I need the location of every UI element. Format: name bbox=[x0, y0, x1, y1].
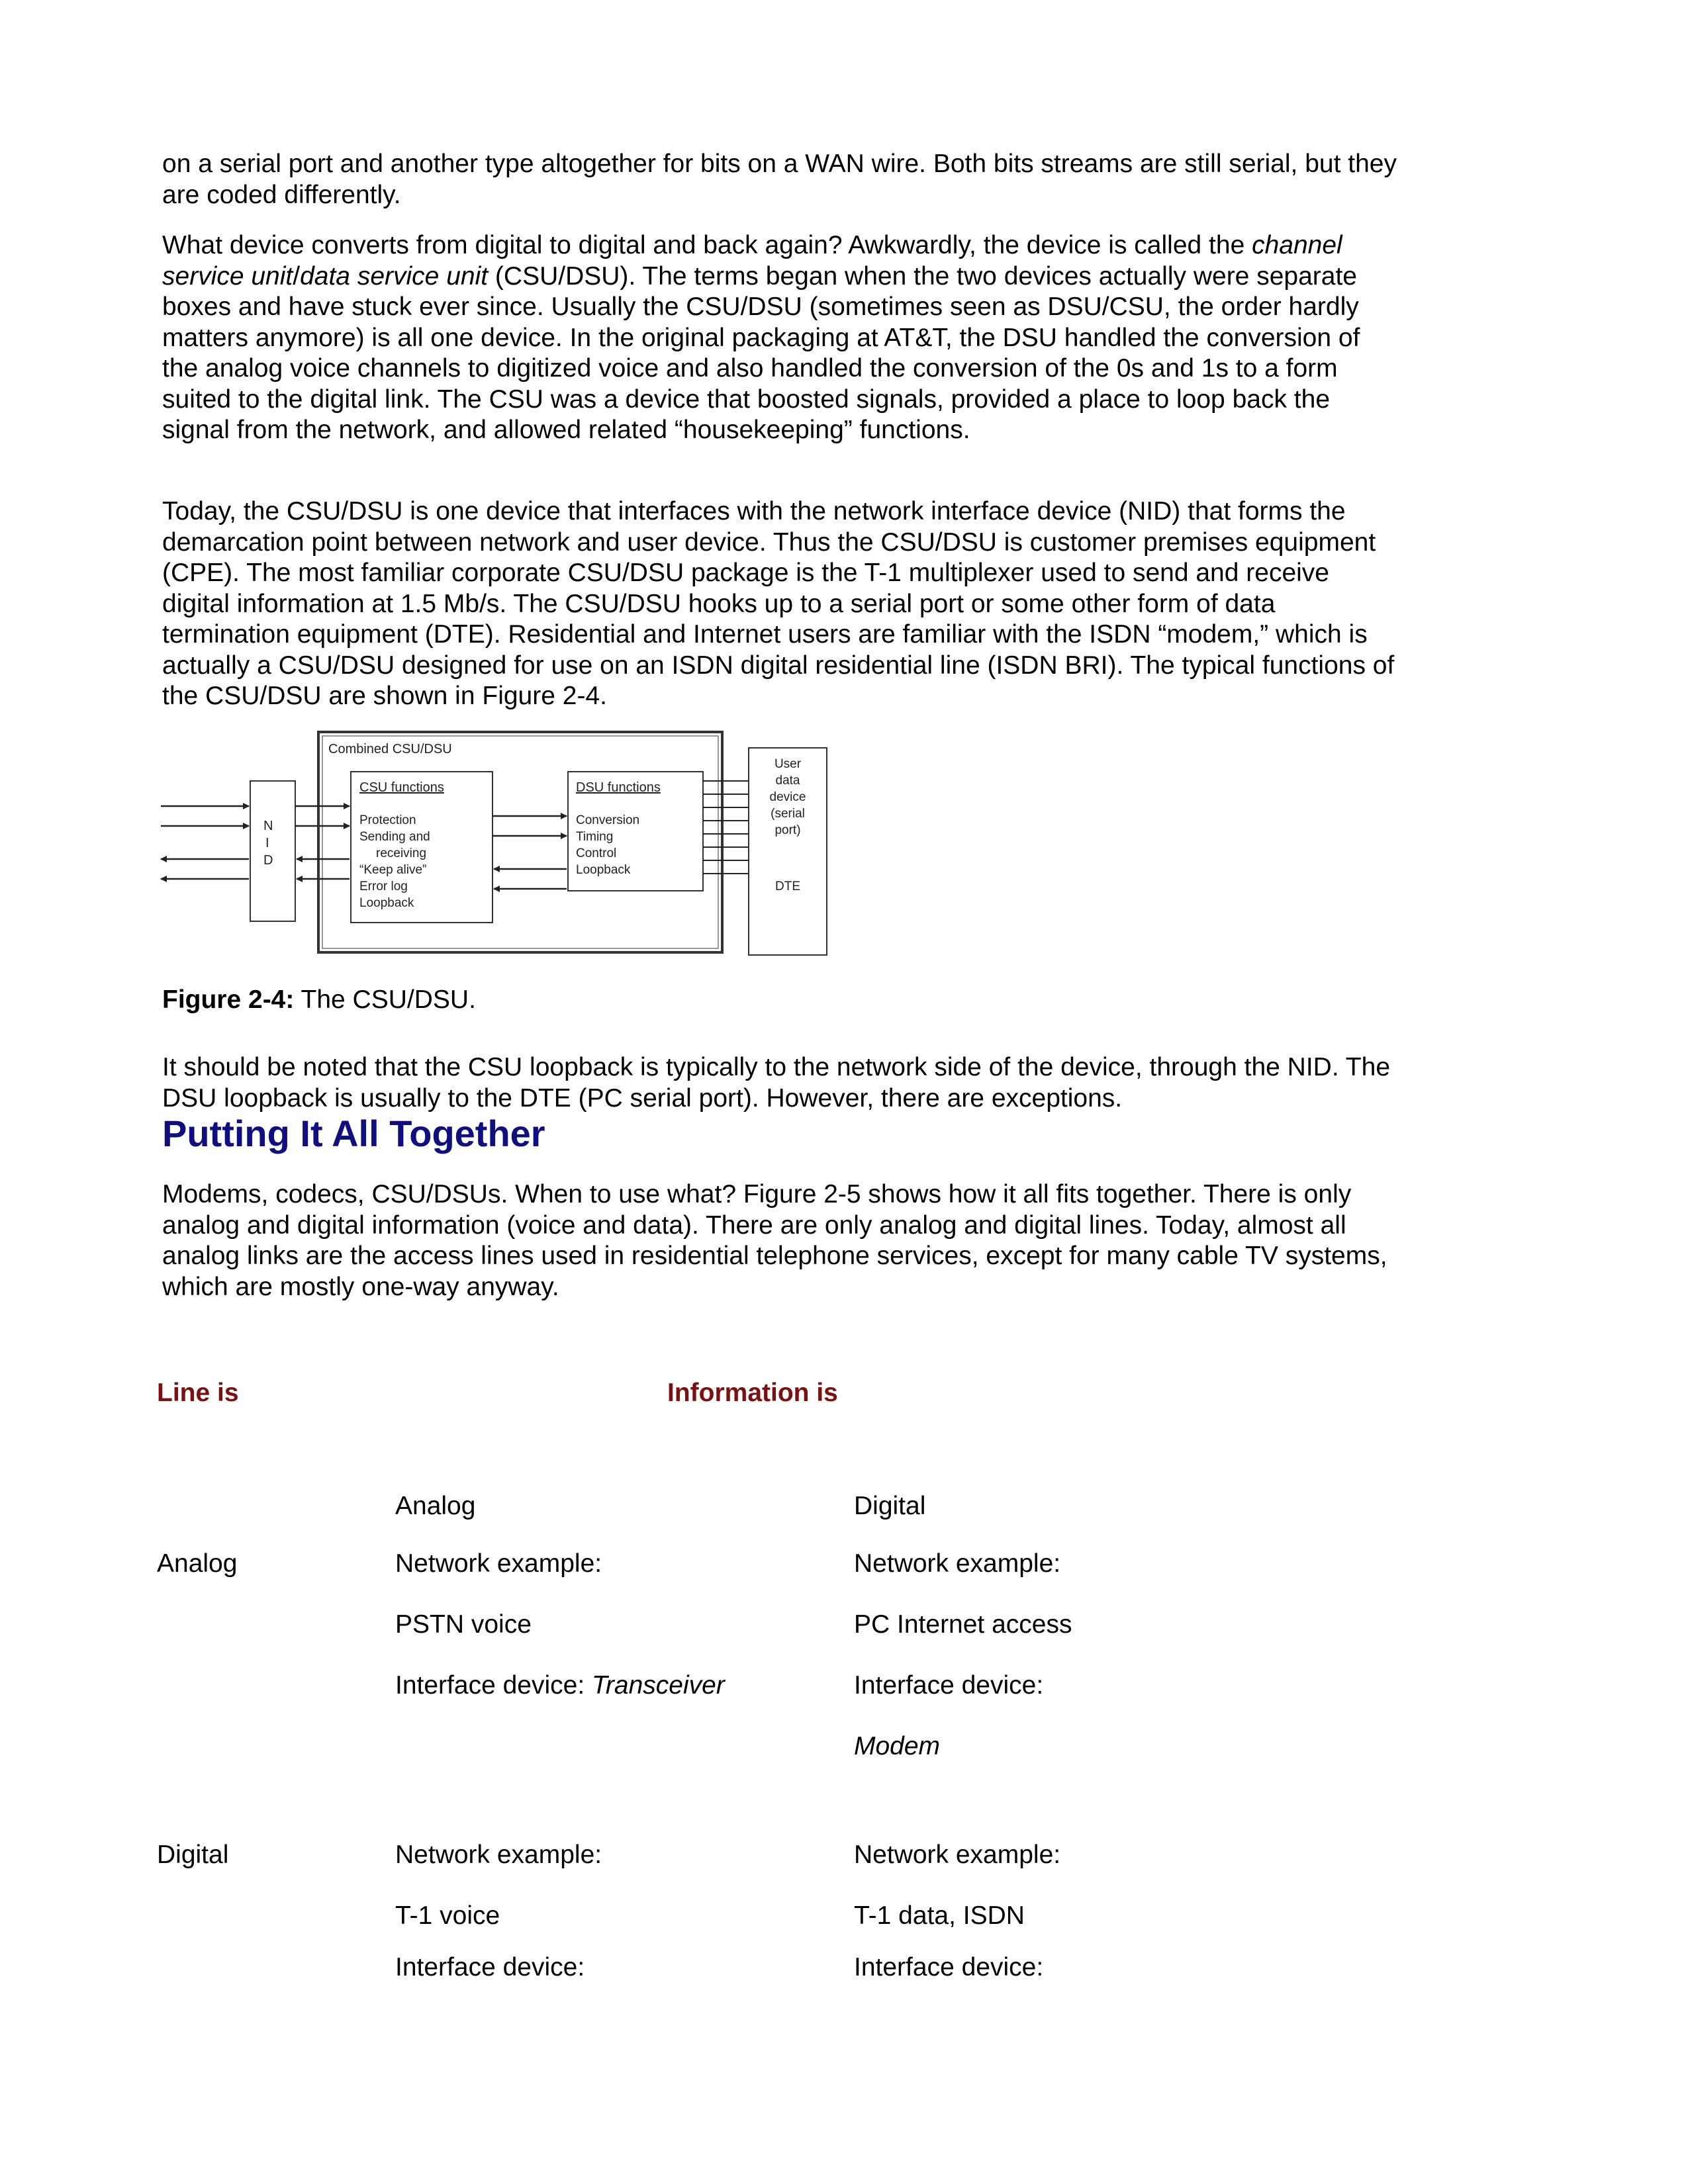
italic-device: Modem bbox=[854, 1732, 941, 1760]
user-device-line: data bbox=[775, 774, 800, 788]
table-cell: Interface device: bbox=[854, 1671, 1044, 1700]
text-run: Interface device: bbox=[395, 1671, 592, 1700]
csu-item: Protection bbox=[359, 813, 416, 827]
text-run: / bbox=[293, 261, 301, 291]
paragraph-putting-together: Modems, codecs, CSU/DSUs. When to use what? Figure 2-5 shows how it all fits together. There is only analog and digital information (voice and data). There are only analog and digital lines. Today, almost all analog links are the access lines used in residential telephone services, except for many cable TV systems, which are mostly one-way anyway. bbox=[162, 1180, 1387, 1301]
caption-label: Figure 2-4: bbox=[162, 985, 295, 1014]
csu-item: receiving bbox=[376, 846, 427, 860]
paragraph-csu-dsu-today: Today, the CSU/DSU is one device that interfaces with the network interface device (NID) that forms the demarcation point between network and user device. Thus the CSU/DSU is customer premises equipment (CPE). The most familiar corporate CSU/DSU package is the T-1 multiplexer used to send and receive digital information at 1.5 Mb/s. The CSU/DSU hooks up to a serial port or some other form of data termination equipment (DTE). Residential and Internet users are familiar with the ISDN “modem,” which is actually a CSU/DSU designed for use on an ISDN digital residential line (ISDN BRI). The typical functions of the CSU/DSU are shown in Figure 2-4. bbox=[162, 497, 1395, 710]
table-cell: Network example: bbox=[395, 1549, 602, 1578]
table-cell: Interface device: bbox=[854, 1953, 1044, 1981]
nid-letter-n: N bbox=[263, 819, 273, 833]
table-cell bbox=[395, 1670, 725, 1701]
text-run: What device converts from digital to digital and back again? Awkwardly, the device is called the bbox=[162, 231, 1252, 259]
dsu-item: Conversion bbox=[576, 813, 640, 827]
user-device-line: device bbox=[769, 790, 806, 804]
dsu-title: DSU functions bbox=[576, 780, 661, 795]
csu-title: CSU functions bbox=[359, 780, 444, 795]
nid-letter-d: D bbox=[263, 853, 273, 868]
table-cell: PC Internet access bbox=[854, 1610, 1072, 1639]
paragraph-serial-bits: on a serial port and another type altogether for bits on a WAN wire. Both bits streams are still serial, but they are coded differently. bbox=[162, 150, 1397, 209]
row-label-digital: Digital bbox=[157, 1841, 229, 1869]
nid-box bbox=[250, 781, 295, 921]
table-cell: Interface device: bbox=[395, 1953, 585, 1981]
italic-term-dsu: data service unit bbox=[300, 261, 489, 291]
table-header-information: Information is bbox=[667, 1379, 838, 1407]
combined-label: Combined CSU/DSU bbox=[328, 742, 452, 756]
section-heading: Putting It All Together bbox=[162, 1113, 545, 1154]
csu-item: Loopback bbox=[359, 896, 414, 910]
table-cell: Network example: bbox=[854, 1841, 1061, 1869]
dte-label: DTE bbox=[775, 880, 800, 893]
caption-text: The CSU/DSU. bbox=[294, 985, 476, 1014]
table-cell: T-1 voice bbox=[395, 1901, 500, 1930]
table-header-line: Line is bbox=[157, 1379, 239, 1407]
dsu-item: Timing bbox=[576, 830, 614, 844]
table-cell: Network example: bbox=[395, 1841, 602, 1869]
italic-term-csu: channel service unit bbox=[162, 231, 1342, 291]
csu-item: Sending and bbox=[359, 830, 430, 844]
text-run: (CSU/DSU). The terms began when the two devices actually were separate boxes and have stuck ever since. Usually the CSU/DSU (sometimes seen as DSU/CSU, the order hardly matters anymore) is all one device. In the original packaging at AT&T, the DSU handled the conversion of the analog voice channels to digitized voice and also handled the conversion of the 0s and 1s to a form suited to the digital link. The CSU was a device that boosted signals, provided a place to loop back the signal from the network, and allowed related “housekeeping” functions. bbox=[162, 261, 1360, 444]
dsu-item: Loopback bbox=[576, 863, 631, 877]
figure-caption bbox=[162, 985, 476, 1015]
csu-item: “Keep alive” bbox=[359, 863, 427, 877]
row-label-analog: Analog bbox=[157, 1549, 238, 1578]
user-device-line: (serial bbox=[771, 807, 805, 821]
user-device-line: User bbox=[774, 757, 802, 771]
paragraph-loopback-note: It should be noted that the CSU loopback is typically to the network side of the device, through the NID. The DSU loopback is usually to the DTE (PC serial port). However, there are exceptions. bbox=[162, 1053, 1391, 1113]
user-device-line: port) bbox=[774, 823, 801, 837]
table-cell bbox=[854, 1731, 940, 1762]
dsu-item: Control bbox=[576, 846, 617, 860]
paragraph-csu-dsu-intro bbox=[162, 230, 1400, 446]
csu-item: Error log bbox=[359, 880, 408, 893]
italic-device: Transceiver bbox=[592, 1671, 725, 1700]
table-cell: Network example: bbox=[854, 1549, 1061, 1578]
csu-dsu-diagram bbox=[158, 728, 839, 963]
nid-letter-i: I bbox=[265, 836, 269, 850]
column-label-digital: Digital bbox=[854, 1492, 926, 1520]
table-cell: PSTN voice bbox=[395, 1610, 532, 1639]
table-cell: T-1 data, ISDN bbox=[854, 1901, 1025, 1930]
column-label-analog: Analog bbox=[395, 1492, 476, 1520]
